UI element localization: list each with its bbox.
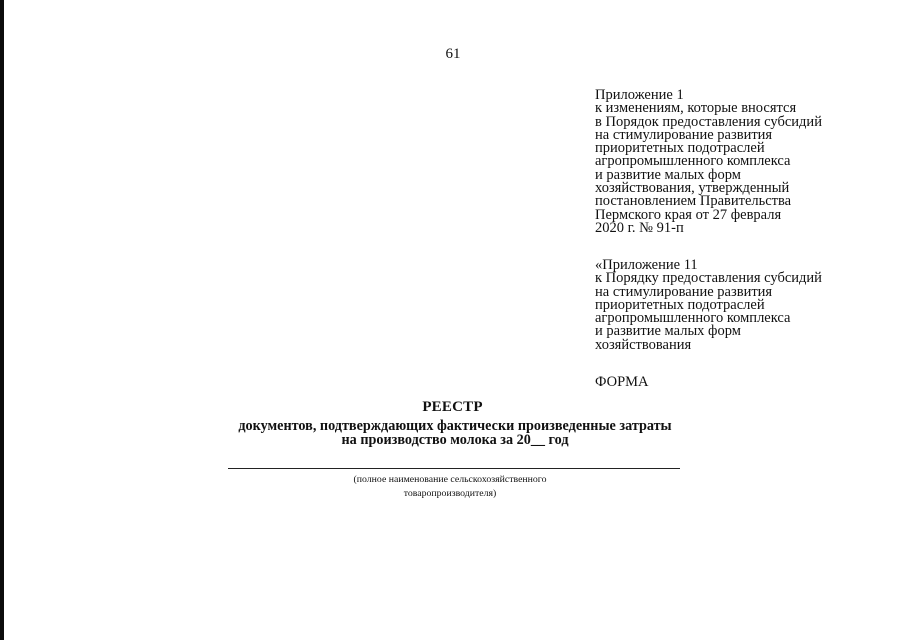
appendix-1-line: и развитие малых форм bbox=[595, 166, 741, 183]
appendix-1-line: хозяйствования, утвержденный bbox=[595, 180, 790, 197]
caption-line-2: товаропроизводителя) bbox=[403, 488, 497, 499]
scan-left-edge bbox=[0, 0, 4, 640]
producer-name-fill-line bbox=[228, 468, 680, 469]
appendix-1-line: Пермского края от 27 февраля bbox=[595, 206, 782, 223]
appendix-1-line: 2020 г. № 91-п bbox=[595, 219, 684, 236]
appendix-11-line: хозяйствования bbox=[595, 336, 692, 353]
subtitle-line-1: документов, подтверждающих фактически произведенные затраты bbox=[238, 418, 672, 434]
appendix-1-line: постановлением Правительства bbox=[595, 193, 792, 210]
appendix-1-line: приоритетных подотраслей bbox=[595, 140, 765, 157]
appendix-1-block bbox=[595, 89, 822, 235]
appendix-11-line: приоритетных подотраслей bbox=[595, 296, 765, 313]
subtitle-line-2: на производство молока за 20__ год bbox=[341, 431, 569, 448]
appendix-1-line: в Порядок предоставления субсидий bbox=[595, 113, 822, 130]
appendix-1-line: на стимулирование развития bbox=[595, 126, 773, 143]
appendix-11-line: и развитие малых форм bbox=[595, 323, 741, 340]
fill-line-caption bbox=[200, 473, 700, 501]
appendix-1-line: к изменениям, которые вносятся bbox=[595, 100, 797, 117]
appendix-11-line: «Приложение 11 bbox=[595, 257, 698, 273]
appendix-11-line: агропромышленного комплекса bbox=[595, 310, 791, 327]
appendix-1-line: агропромышленного комплекса bbox=[595, 153, 791, 170]
document-subtitle bbox=[222, 420, 688, 447]
form-label: ФОРМА bbox=[595, 374, 649, 390]
appendix-11-line: к Порядку предоставления субсидий bbox=[595, 270, 822, 287]
page-number: 61 bbox=[445, 46, 461, 62]
appendix-11-line: на стимулирование развития bbox=[595, 283, 773, 300]
appendix-11-block bbox=[595, 259, 822, 352]
caption-line-1: (полное наименование сельскохозяйственного bbox=[353, 474, 547, 485]
appendix-1-line: Приложение 1 bbox=[595, 87, 684, 103]
document-title: РЕЕСТР bbox=[422, 399, 483, 415]
